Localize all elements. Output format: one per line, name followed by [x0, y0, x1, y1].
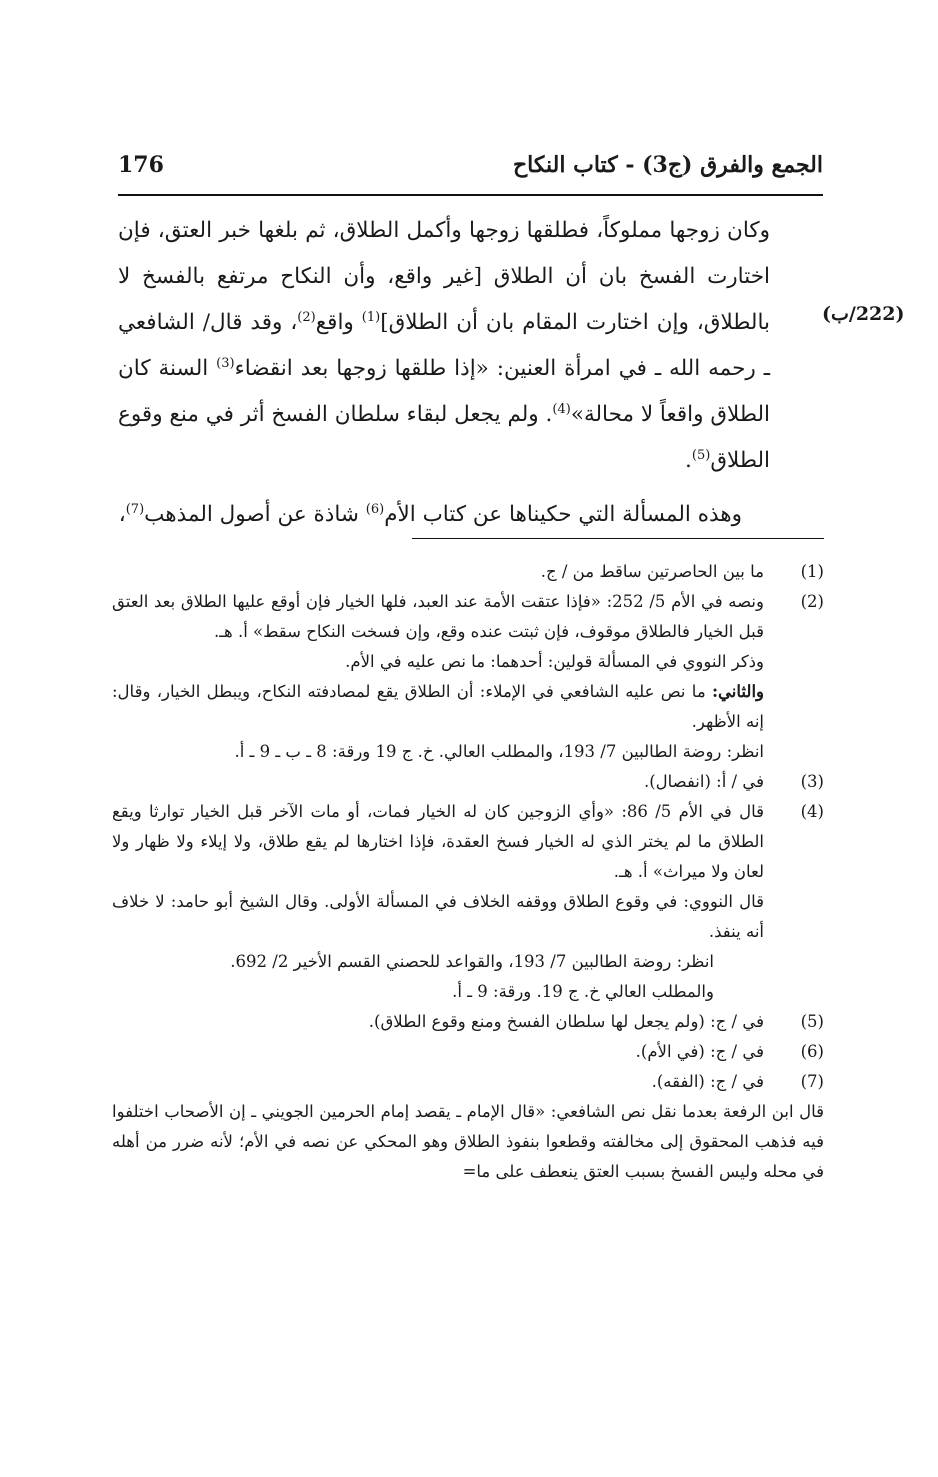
- running-head: الجمع والفرق (ج3) - كتاب النكاح: [512, 152, 823, 178]
- footnote-text: ما نص عليه الشافعي في الإملاء: أن الطلاق يقع لمصادفته النكاح، ويبطل الخيار، وقال: إنه الأظهر.: [112, 682, 764, 731]
- footnote-ref: (7): [125, 501, 145, 517]
- footnote-text: قال ابن الرفعة بعدما نقل نص الشافعي: «قال الإمام ـ يقصد إمام الحرمين الجويني ـ إن الأصحاب اختلفوا فيه فذهب المحقوق إلى مخالفته وقطعوا بنفوذ الطلاق وهو المحكي عن نصه في الأم؛ لأنه ضرر من أهله في محله وليس الفسخ بسبب العتق ينعطف على ما=: [112, 1102, 824, 1181]
- footnote-2-cont: [112, 647, 824, 677]
- footnote-text: في / ج: (ولم يجعل لها سلطان الفسخ ومنع وقوع الطلاق).: [368, 1012, 764, 1031]
- footnote-number: (7): [800, 1072, 824, 1091]
- manuscript-folio-note: (222/ب): [822, 303, 905, 325]
- main-paragraph-2: [118, 492, 770, 538]
- footnote-2-cont: [112, 737, 824, 767]
- footnote-text: ونصه في الأم 5/ 252: «فإذا عتقت الأمة عند العبد، فلها الخيار فإن أوقع عليها الطلاق بعد العتق قبل الخيار فالطلاق موقوف، فإن ثبتت عنده وقع، وإن فسخت النكاح سقط» أ. هـ.: [112, 592, 764, 641]
- footnote-number: (3): [800, 772, 824, 791]
- footnote-4-cont: [112, 977, 824, 1007]
- footnote-ref: (4): [552, 401, 571, 417]
- text-run: شاذة عن أصول المذهب: [144, 502, 366, 527]
- page-header: [118, 150, 823, 190]
- page-number: 176: [118, 152, 164, 178]
- footnote-5: [112, 1007, 824, 1037]
- footnote-7-cont: [112, 1097, 824, 1187]
- main-text: [118, 208, 770, 538]
- footnote-number: (1): [800, 562, 824, 581]
- text-run: .: [685, 448, 692, 473]
- footnote-text: وذكر النووي في المسألة قولين: أحدهما: ما نص عليه في الأم.: [345, 652, 764, 671]
- footnote-ref: (3): [216, 355, 235, 371]
- footnote-text: انظر: روضة الطالبين 7/ 193، والمطلب العالي. خ. ج 19 ورقة: 8 ـ ب ـ 9 ـ أ.: [234, 742, 764, 761]
- footnote-text: انظر: روضة الطالبين 7/ 193، والقواعد للحصني القسم الأخير 2/ 692.: [230, 952, 714, 971]
- footnote-2: [112, 587, 824, 647]
- footnote-4: [112, 797, 824, 887]
- footnote-text: والمطلب العالي خ. ج 19. ورقة: 9 ـ أ.: [452, 982, 714, 1001]
- text-run: ، وقد قال/ الشافعي ـ رحمه الله ـ في امرأة العنين: «إذا طلقها زوجها بعد انقضاء: [118, 310, 770, 381]
- text-run: وهذه المسألة التي حكيناها عن كتاب الأم: [384, 502, 742, 527]
- footnote-text: في / ج: (في الأم).: [635, 1042, 764, 1061]
- footnote-3: [112, 767, 824, 797]
- footnote-number: (6): [800, 1042, 824, 1061]
- footnote-number: (2): [800, 592, 824, 611]
- text-run: السنة كان الطلاق واقعاً لا محالة»: [118, 356, 771, 427]
- footnote-number: (4): [800, 802, 824, 821]
- footnote-7: [112, 1067, 824, 1097]
- footnote-text: قال النووي: في وقوع الطلاق ووقفه الخلاف في المسألة الأولى. وقال الشيخ أبو حامد: لا خلاف أنه ينفذ.: [112, 892, 764, 941]
- footnote-4-cont: [112, 887, 824, 947]
- footnote-text: قال في الأم 5/ 86: «وأي الزوجين كان له الخيار فمات، أو مات الآخر قبل الخيار توارثا ويقع الطلاق ما لم يختر الذي له الخيار فسخ العقدة، فإذا اختارها لم يقع طلاق، ولا إيلاء ولا ظهار ولا لعان ولا ميراث» أ. هـ.: [112, 802, 764, 881]
- footnote-ref: (5): [691, 447, 711, 463]
- footnote-1: [112, 557, 824, 587]
- text-run: . ولم يجعل لبقاء سلطان الفسخ أثر في منع وقوع الطلاق: [118, 402, 770, 473]
- text-run: واقع: [315, 310, 362, 335]
- footnote-ref: (6): [365, 501, 385, 517]
- footnote-2-cont: [112, 677, 824, 737]
- main-paragraph-1: [118, 208, 770, 484]
- footnote-4-cont: [112, 947, 824, 977]
- footnote-ref: (1): [361, 309, 381, 325]
- footnote-number: (5): [800, 1012, 824, 1031]
- footnote-bold-lead: والثاني:: [711, 682, 764, 701]
- footnote-text: في / أ: (انفصال).: [643, 772, 764, 791]
- footnote-6: [112, 1037, 824, 1067]
- text-run: وكان زوجها مملوكاً، فطلقها زوجها وأكمل الطلاق، ثم بلغها خبر العتق، فإن اختارت الفسخ بان أن الطلاق [غير واقع، وأن النكاح مرتفع بالفسخ لا بالطلاق، وإن اختارت المقام بان أن الطلاق]: [118, 218, 770, 335]
- footnote-separator: [412, 538, 824, 539]
- footnote-text: ما بين الحاصرتين ساقط من / ج.: [540, 562, 764, 581]
- footnotes: [112, 557, 824, 1187]
- text-run: ،: [118, 502, 126, 527]
- header-rule: [118, 194, 823, 196]
- footnote-text: في / ج: (الفقه).: [651, 1072, 764, 1091]
- footnote-ref: (2): [297, 309, 316, 325]
